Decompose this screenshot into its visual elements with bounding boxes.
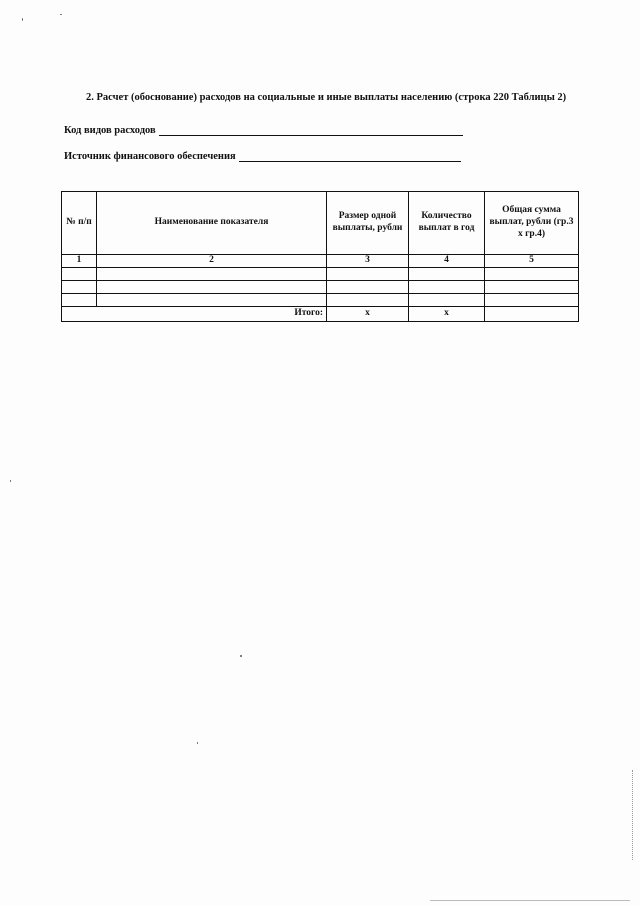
column-number-row: [62, 255, 579, 268]
table-cell: [485, 280, 579, 293]
table-row: [62, 267, 579, 280]
table-cell: [409, 293, 485, 306]
header-indicator-name: Наименование показателя: [97, 192, 327, 255]
financing-source-field: [64, 151, 461, 162]
expense-code-label: Код видов расходов: [64, 125, 156, 136]
header-payment-size: Размер одной выплаты, рубли: [327, 192, 409, 255]
section-title: 2. Расчет (обоснование) расходов на социальные и иные выплаты населению (строка 220 Таблицы 2): [86, 92, 567, 103]
table-cell: [97, 293, 327, 306]
table-row: [62, 293, 579, 306]
total-payments-count: х: [409, 306, 485, 321]
scan-edge-marks: [632, 770, 634, 860]
table-cell: [62, 267, 97, 280]
column-number: 2: [97, 255, 327, 268]
total-amount: [485, 306, 579, 321]
table-cell: [409, 280, 485, 293]
header-number: № п/п: [62, 192, 97, 255]
scan-speck: [10, 480, 11, 482]
scan-speck: [197, 742, 198, 744]
scan-bottom-edge: [430, 900, 630, 901]
financing-source-blank-line: [239, 151, 461, 162]
scan-speck: [240, 655, 242, 657]
table-cell: [62, 280, 97, 293]
column-number: 3: [327, 255, 409, 268]
scan-speck: [60, 14, 62, 15]
table-cell: [327, 280, 409, 293]
column-number: 4: [409, 255, 485, 268]
total-row: [62, 306, 579, 321]
header-total-amount: Общая сумма выплат, рубли (гр.3 х гр.4): [485, 192, 579, 255]
scan-speck: [22, 18, 23, 21]
table-cell: [485, 293, 579, 306]
column-number: 1: [62, 255, 97, 268]
financing-source-label: Источник финансового обеспечения: [64, 151, 236, 162]
table-cell: [62, 293, 97, 306]
expense-code-blank-line: [159, 125, 463, 136]
column-number: 5: [485, 255, 579, 268]
table-cell: [327, 267, 409, 280]
header-payments-count: Количество выплат в год: [409, 192, 485, 255]
table-cell: [485, 267, 579, 280]
table-row: [62, 280, 579, 293]
payments-table: [61, 191, 579, 322]
table-cell: [97, 267, 327, 280]
table-header-row: [62, 192, 579, 255]
total-label: Итого:: [62, 306, 327, 321]
table-cell: [327, 293, 409, 306]
table-cell: [409, 267, 485, 280]
total-payment-size: х: [327, 306, 409, 321]
table-cell: [97, 280, 327, 293]
expense-code-field: [64, 125, 463, 136]
